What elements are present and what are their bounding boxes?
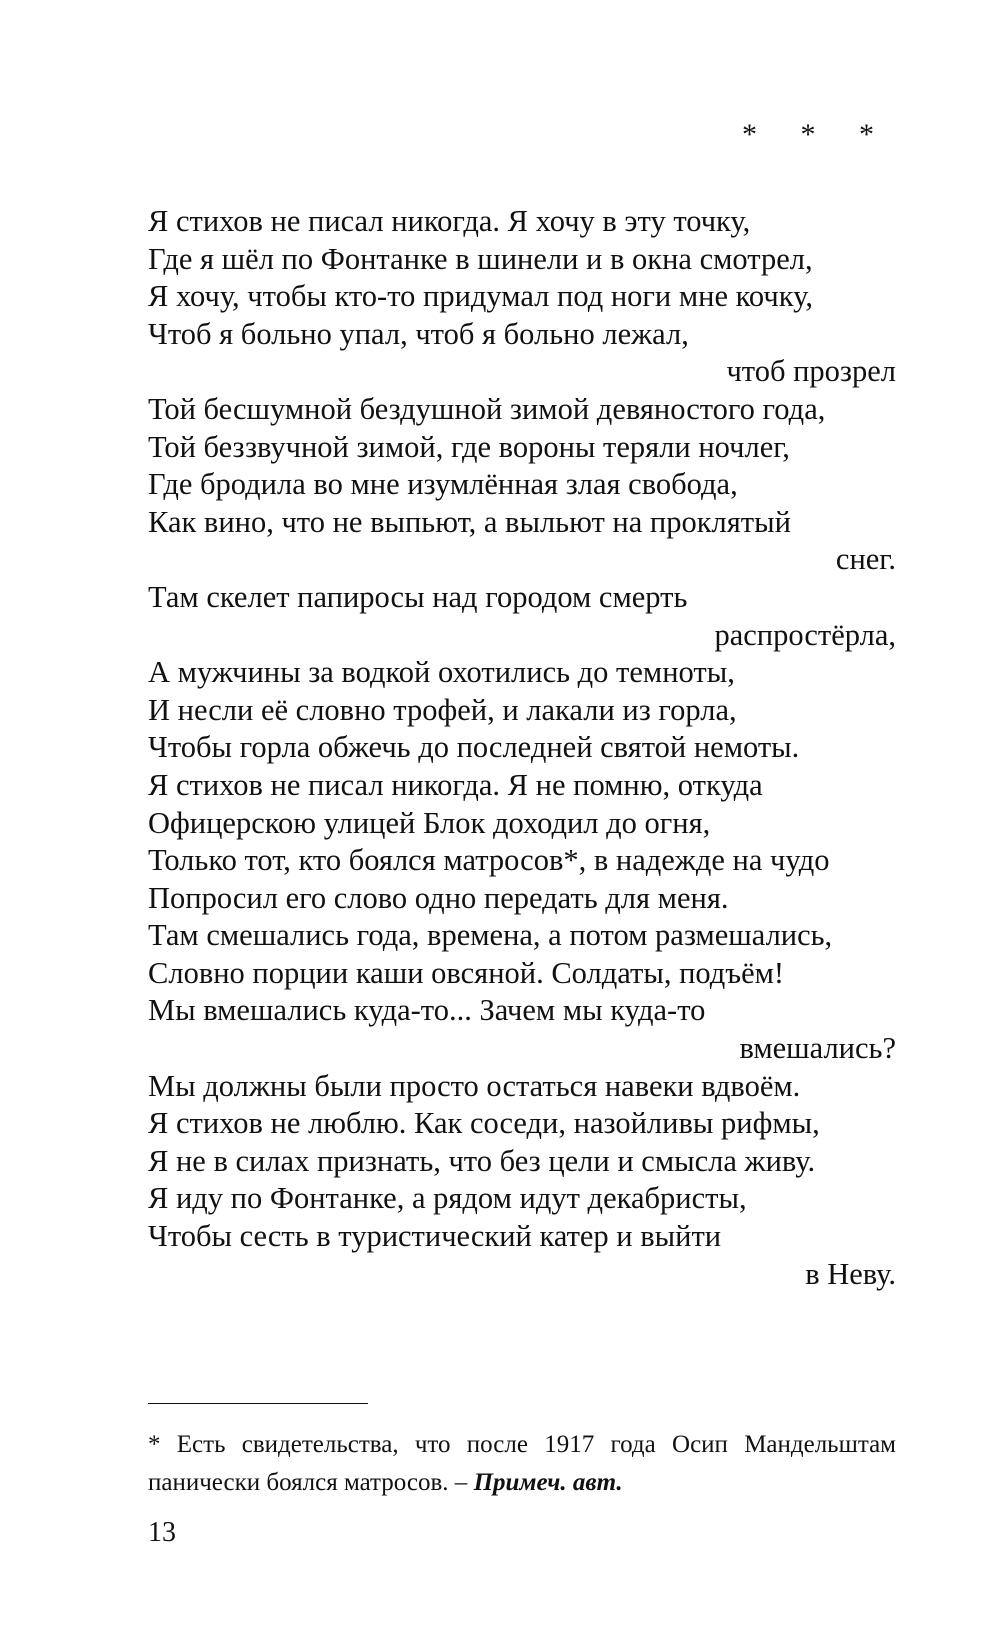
poem-line: Я не в силах признать, что без цели и смысла живу. <box>148 1143 816 1178</box>
poem-line: Офицерскою улицей Блок доходил до огня, <box>148 805 711 840</box>
poem-line: вмешались? <box>739 1031 896 1066</box>
poem-line: Той бесшумной бездушной зимой девяностого года, <box>148 391 826 426</box>
poem-line: Я иду по Фонтанке, а рядом идут декабристы, <box>148 1181 747 1216</box>
footnote-divider <box>148 1403 368 1404</box>
poem-line: Словно порции каши овсяной. Солдаты, подъём! <box>148 955 785 990</box>
poem-line: И несли её словно трофей, и лакали из горла, <box>148 692 737 727</box>
poem-line: Там скелет папиросы над городом смерть <box>148 579 688 614</box>
section-marker: * * * <box>742 118 892 151</box>
poem-line: Мы вмешались куда-то... Зачем мы куда-то <box>148 993 706 1028</box>
footnote-author-note: Примеч. авт. <box>473 1469 623 1496</box>
poem-line: Попросил его слово одно передать для меня. <box>148 880 729 915</box>
poem-line: Мы должны были просто остаться навеки вдвоём. <box>148 1068 801 1103</box>
poem-line: Я стихов не люблю. Как соседи, назойливы рифмы, <box>148 1106 820 1141</box>
poem-line: Чтоб я больно упал, чтоб я больно лежал, <box>148 316 689 351</box>
poem-line: Где бродила во мне изумлённая злая свобода, <box>148 467 738 502</box>
footnote-text: * Есть свидетельства, что после 1917 года Осип Мандельштам панически боялся матросов. – <box>148 1431 896 1496</box>
poem-line: Я стихов не писал никогда. Я хочу в эту точку, <box>148 204 751 238</box>
page-number: 13 <box>148 1517 176 1548</box>
poem-line: Я хочу, чтобы кто-то придумал под ноги мне кочку, <box>148 279 813 314</box>
poem-line: Чтобы сесть в туристический катер и выйти <box>148 1219 722 1254</box>
poem-line: Как вино, что не выпьют, а выльют на проклятый <box>148 504 791 539</box>
poem-line: в Неву. <box>805 1256 896 1291</box>
poem-line: распростёрла, <box>714 617 896 652</box>
poem-line: А мужчины за водкой охотились до темноты, <box>148 655 735 690</box>
poem-line: Где я шёл по Фонтанке в шинели и в окна смотрел, <box>148 241 813 276</box>
poem-line: Той беззвучной зимой, где вороны теряли ночлег, <box>148 429 790 464</box>
poem-line: снег. <box>835 542 896 577</box>
poem-line: чтоб прозрел <box>726 354 896 389</box>
poem-line: Там смешались года, времена, а потом размешались, <box>148 918 833 953</box>
poem-body <box>148 203 896 1293</box>
footnote <box>148 1426 896 1502</box>
poem-line: Я стихов не писал никогда. Я не помню, откуда <box>148 767 763 802</box>
poem-line: Чтобы горла обжечь до последней святой немоты. <box>148 730 800 765</box>
poem-line: Только тот, кто боялся матросов*, в надежде на чудо <box>148 843 830 878</box>
